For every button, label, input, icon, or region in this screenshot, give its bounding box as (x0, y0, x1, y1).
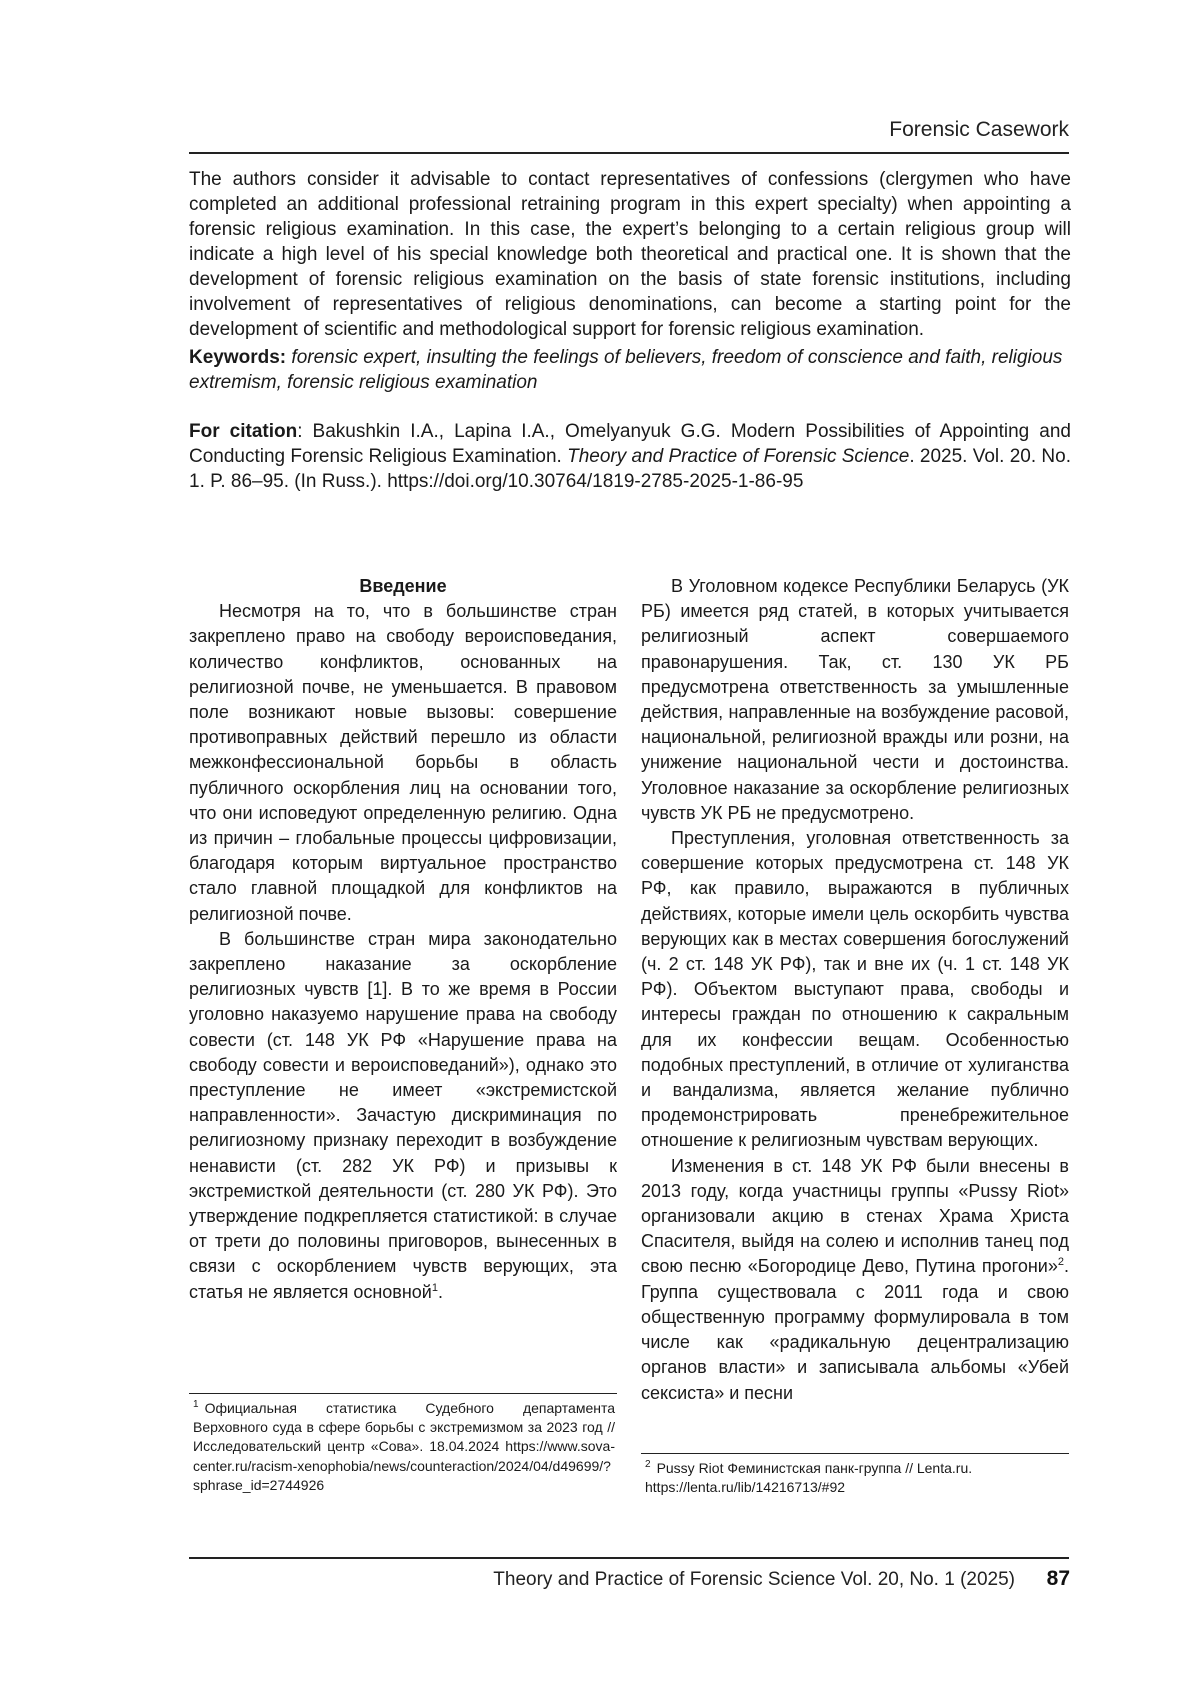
keywords (189, 345, 1071, 395)
keywords-label: Keywords: (189, 347, 287, 368)
right-paragraph-1: В Уголовном кодексе Республики Беларусь (УК РБ) имеется ряд статей, в которых учитывается религиозный аспект совершаемого правонарушения. Так, ст. 130 УК РБ предусмотрена ответственность за умышленные действия, направленные на возбуждение расовой, национальной, религиозной вражды или розни, на унижение национальной чести и достоинства. Уголовное наказание за оскорбление религиозных чувств УК РБ не предусмотрено. (641, 576, 1069, 823)
citation-label: For citation (189, 421, 298, 442)
running-header: Forensic Casework (889, 118, 1069, 141)
citation-details: . 2025. Vol. 20. No. 1. P. 86–95. (In Russ.). https://doi.org/10.30764/1819-2785-2025-1-86-95 (189, 446, 1071, 492)
right-paragraph-3-after: . Группа существовала с 2011 года и свою общественную программу формулировала в том числе как «радикальную децентрализацию органов власти» и записывала альбомы «Убей сексиста» и песни (641, 1256, 1069, 1403)
footnote-2 (645, 1459, 1067, 1497)
left-paragraph-2-text: В большинстве стран мира законодательно закреплено наказание за оскорбление религиозных чувств [1]. В то же время в России уголовно наказуемо нарушение права на свободу совести (ст. 148 УК РФ «Нарушение права на свободу совести и вероисповеданий»), однако это преступление не имеет «экстремистской направленности». Зачастую дискриминация по религиозному признаку переходит в возбуждение ненависти (ст. 282 УК РФ) и призывы к экстремисткой деятельности (ст. 280 УК РФ). Это утверждение подкрепляется статистикой: в случае от трети до половины приговоров, вынесенных в связи с оскорблением чувств верующих, эта статья не является основной (189, 928, 617, 1302)
right-paragraph-3-before: Изменения в ст. 148 УК РФ были внесены в 2013 году, когда участницы группы «Pussy Riot» организовали акцию в стенах Храма Христа Спасителя, выйдя на солею и исполнив танец под свою песню «Богородице Дево, Путина прогони» (641, 1155, 1069, 1277)
footer-rule (189, 1557, 1069, 1559)
left-paragraph-2: В большинстве стран мира законодательно закреплено наказание за оскорбление религиозных чувств [1]. В то же время в России уголовно наказуемо нарушение права на свободу совести (ст. 148 УК РФ «Нарушение права на свободу совести и вероисповеданий»), однако это преступление не имеет «экстремистской направленности». Зачастую дискриминация по религиозному признаку переходит в возбуждение ненависти (ст. 282 УК РФ) и призывы к экстремисткой деятельности (ст. 280 УК РФ). Это утверждение подкрепляется статистикой: в случае от трети до половины приговоров, вынесенных в связи с оскорблением чувств верующих, эта статья не является основной$^1$. (189, 928, 617, 1302)
citation-journal: Theory and Practice of Forensic Science (567, 446, 910, 467)
citation (189, 419, 1071, 494)
right-paragraph-2: Преступления, уголовная ответственность за совершение которых предусмотрена ст. 148 УК РФ, как правило, выражаются в публичных действиях, которые имели цель оскорбить чувства верующих как в местах совершения богослужений (ч. 2 ст. 148 УК РФ), так и вне их (ч. 1 ст. 148 УК РФ). Объектом выступают права, свободы и интересы граждан по отношению к сакральным для их конфессии вещам. Особенностью подобных преступлений, в отличие от хулиганства и вандализма, является желание публично продемонстрировать пренебрежительное отношение к религиозным чувствам верующих. (641, 828, 1069, 1151)
header-rule (189, 152, 1069, 154)
footnote-ref-2[interactable]: 2 (1057, 1256, 1064, 1269)
footnote-2-text: Pussy Riot Феминистская панк-группа // Lenta.ru. https://lenta.ru/lib/14216713/#92 (645, 1460, 973, 1496)
footnote-rule-right (641, 1453, 1069, 1454)
section-title-introduction: Введение (359, 576, 447, 596)
footnote-1-number: 1 (193, 1399, 199, 1411)
footnote-ref-1[interactable]: 1 (431, 1281, 438, 1294)
page-number: 87 (1046, 1567, 1070, 1590)
footnote-1-text: Официальная статистика Судебного департамента Верховного суда в сфере борьбы с экстремизмом за 2023 год // Исследовательский центр «Сова». 18.04.2024 https://www.sova-center.ru/racism-xenophobia/news/counteraction/2024/04/d49699/?sphrase_id=2744926 (193, 1400, 615, 1493)
keywords-text: forensic expert, insulting the feelings of believers, freedom of conscience and faith, religious extremism, forensic religious examination (189, 347, 1063, 393)
footnote-rule-left (189, 1393, 617, 1394)
right-paragraph-3 (641, 1154, 1069, 1406)
abstract-text: The authors consider it advisable to contact representatives of confessions (clergymen who have completed an additional professional retraining program in this expert specialty) when appointing a forensic religious examination. In this case, the expert’s belonging to a certain religious group will indicate a high level of his special knowledge both theoretical and practical one. It is shown that the development of forensic religious examination on the basis of state forensic institutions, including involvement of representatives of religious denominations, can become a starting point for the development of scientific and methodological support for forensic religious examination. (189, 169, 1071, 340)
footnote-1 (193, 1399, 615, 1495)
left-paragraph-1: Несмотря на то, что в большинстве стран закреплено право на свободу вероисповедания, количество конфликтов, основанных на религиозной почве, не уменьшается. В правовом поле возникают новые вызовы: совершение противоправных действий перешло из области межконфессиональной борьбы в область публичного оскорбления лиц на основании того, что они исповедуют определенную религию. Одна из причин – глобальные процессы цифровизации, благодаря которым виртуальное пространство стало главной площадкой для конфликтов на религиозной почве. (189, 601, 617, 924)
left-column (189, 574, 617, 1305)
right-column (641, 574, 1069, 1406)
citation-authors: : Bakushkin I.A., Lapina I.A., Omelyanyuk G.G. Modern Possibilities of Appointing and Conducting Forensic Religious Examination. (189, 421, 1071, 467)
footnote-2-number: 2 (645, 1459, 651, 1471)
running-footer: Theory and Practice of Forensic Science Vol. 20, No. 1 (2025) (493, 1569, 1015, 1590)
